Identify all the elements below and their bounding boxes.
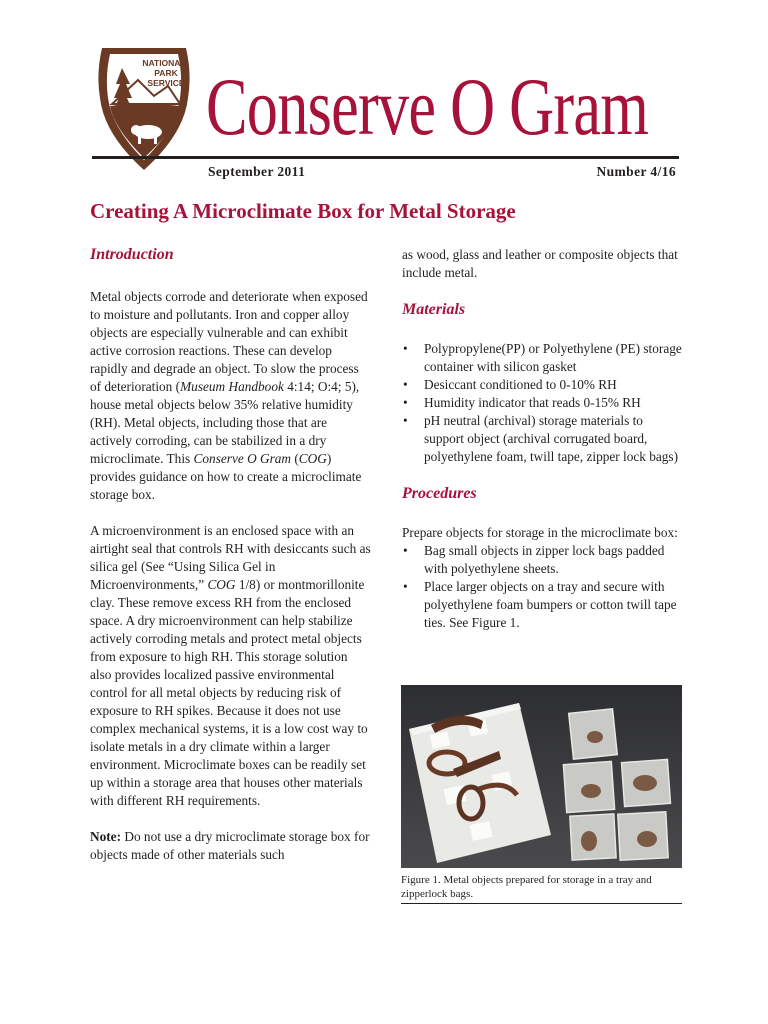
note-text: Do not use a dry microclimate storage box for objects made of other materials such: [90, 829, 370, 862]
nps-arrowhead-icon: [88, 44, 200, 172]
masthead-rule: [92, 156, 679, 159]
list-item: • Polypropylene(PP) or Polyethylene (PE) storage container with silicon gasket: [402, 340, 682, 376]
introduction-heading: Introduction: [90, 246, 174, 263]
document-title: Creating A Microclimate Box for Metal Storage: [90, 199, 516, 223]
text-run: ) provides guidance on how to create a microclimate storage box.: [90, 451, 362, 502]
procedures-list: [402, 542, 682, 632]
introduction-paragraph-1: [90, 288, 372, 504]
list-item: • Place larger objects on a tray and secure with polyethylene foam bumpers or cotton twill tape ties. See Figure 1.: [402, 578, 682, 632]
introduction-paragraph-2: [90, 522, 372, 810]
figure-photo: [401, 685, 682, 868]
text-run: A microenvironment is an enclosed space with an airtight seal that controls RH with desiccants such as silica gel (See “Using Silica Gel in Microenvironments,”: [90, 523, 371, 592]
text-run: 4:14; O:4; 5), house metal objects below 35% relative humidity (RH). Metal objects, including those that are actively corroding, can be stabilized in a dry microclimate. This: [90, 379, 360, 466]
figure-rule: [401, 903, 682, 904]
right-column: [402, 246, 682, 632]
list-item: • pH neutral (archival) storage materials to support object (archival corrugated board, polyethylene foam, twill tape, zipper lock bags): [402, 412, 682, 466]
citation-conserve-o-gram: Conserve O Gram: [193, 451, 292, 466]
materials-heading: Materials: [402, 301, 466, 318]
issue-date: September 2011: [208, 164, 306, 179]
citation-cog: COG: [207, 577, 236, 592]
text-run: (: [291, 451, 299, 466]
logo-line-park: PARK: [154, 68, 178, 78]
issue-number: Number 4/16: [596, 164, 676, 179]
list-item: • Bag small objects in zipper lock bags padded with polyethylene sheets.: [402, 542, 682, 578]
masthead-title: Conserve O Gram: [206, 61, 649, 152]
note-continuation: as wood, glass and leather or composite objects that include metal.: [402, 247, 678, 280]
logo-line-national: NATIONAL: [142, 58, 186, 68]
note-paragraph: [90, 828, 372, 864]
citation-cog: COG: [298, 451, 327, 466]
materials-list: [402, 340, 682, 466]
procedures-heading: Procedures: [402, 485, 477, 502]
citation-museum-handbook: Museum Handbook: [180, 379, 284, 394]
list-item: • Desiccant conditioned to 0-10% RH: [402, 376, 682, 394]
logo-line-service: SERVICE: [147, 78, 185, 88]
figure-caption: Figure 1. Metal objects prepared for storage in a tray and zipperlock bags.: [401, 874, 652, 900]
text-run: 1/8) or montmorillonite clay. These remove excess RH from the enclosed space. A dry microenvironment can help stabilize actively corroding metals and protect metal objects from exposure to high RH. This storage solution also provides localized passive environmental control for all metal objects by reducing risk of exposure to RH spikes. Because it does not use complex mechanical systems, it is a low cost way to isolate metals in a dry climate within a larger environment. Microclimate boxes can be readily set up within a storage area that houses other materials with different RH requirements.: [90, 577, 368, 808]
left-column: [90, 246, 372, 864]
procedures-intro: Prepare objects for storage in the microclimate box:: [402, 525, 678, 540]
note-label: Note:: [90, 829, 122, 844]
list-item: • Humidity indicator that reads 0-15% RH: [402, 394, 682, 412]
text-run: Metal objects corrode and deteriorate when exposed to moisture and pollutants. Iron and copper alloy objects are especially vulnerable and can exhibit active corrosion reactions. These can develop rapidly and degrade an object. To slow the process of deterioration (: [90, 289, 368, 394]
